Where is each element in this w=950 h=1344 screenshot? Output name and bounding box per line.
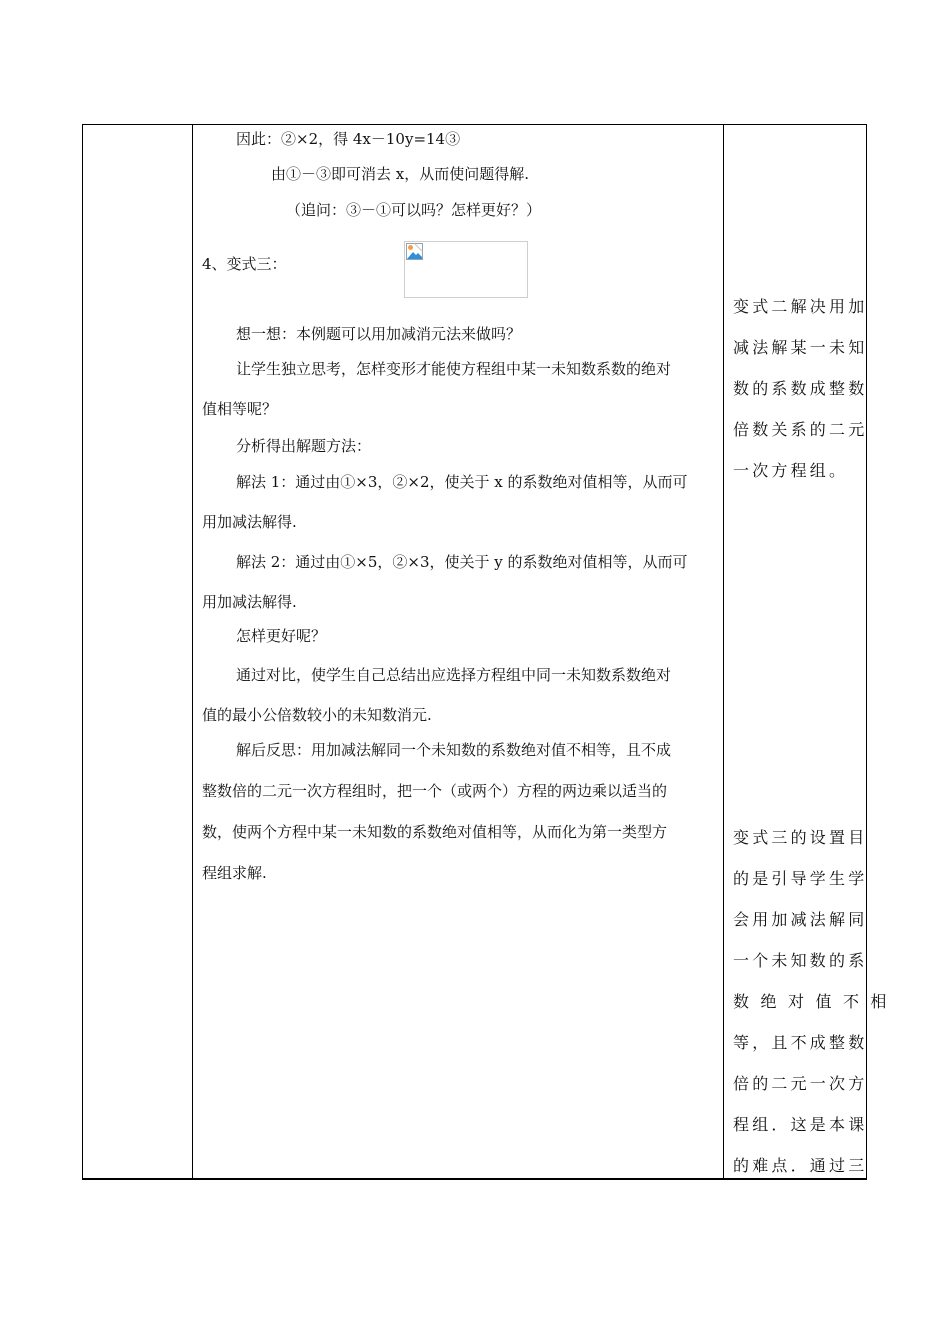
note-line: 减法解某一未知 [733,338,868,357]
text-line: 数，使两个方程中某一未知数的系数绝对值相等，从而化为第一类型方 [202,823,668,841]
middle-column [193,125,723,1178]
note-line: 等，且不成整数 [733,1033,868,1052]
note-line: 变式三的设置目 [733,828,868,847]
text-line: 用加减法解得. [202,513,297,531]
text-line: 怎样更好呢？ [236,627,327,645]
text-line: 用加减法解得. [202,593,297,611]
text-line: 解法 2：通过由①×5，②×3，使关于 y 的系数绝对值相等，从而可 [236,553,688,571]
note-line: 倍的二元一次方 [733,1074,868,1093]
text-line: 想一想：本例题可以用加减消元法来做吗？ [236,325,522,343]
note-line: 一个未知数的系 [733,951,868,970]
note-line: 倍数关系的二元 [733,420,868,439]
text-line: 值的最小公倍数较小的未知数消元. [202,706,432,724]
text-line: （追问：③－①可以吗？怎样更好？） [286,201,542,219]
broken-image-icon [406,243,423,260]
note-line: 数的系数成整数 [733,379,868,398]
text-line: 解后反思：用加减法解同一个未知数的系数绝对值不相等，且不成 [236,741,672,759]
text-line: 因此：②×2，得 4x－10y=14③ [236,130,461,148]
text-line: 4、变式三： [202,255,287,273]
text-line: 分析得出解题方法： [236,437,372,455]
text-line: 程组求解. [202,864,267,882]
text-line: 通过对比，使学生自己总结出应选择方程组中同一未知数系数绝对 [236,666,672,684]
text-line: 让学生独立思考，怎样变形才能使方程组中某一未知数系数的绝对 [236,360,672,378]
text-line: 解法 1：通过由①×3，②×2，使关于 x 的系数绝对值相等，从而可 [236,473,688,491]
note-line: 会用加减法解同 [733,910,868,929]
text-line: 由①－③即可消去 x，从而使问题得解. [271,165,529,183]
note-line: 程组．这是本课 [733,1115,868,1134]
note-line: 的难点．通过三 [733,1156,868,1175]
left-column [83,125,192,1178]
note-line: 一次方程组。 [733,461,849,480]
right-column-notes [724,125,890,1178]
note-line: 变式二解决用加 [733,297,868,316]
text-line: 整数倍的二元一次方程组时，把一个（或两个）方程的两边乘以适当的 [202,782,668,800]
note-line: 数 绝 对 值 不 相 [733,992,890,1011]
embedded-image-placeholder [404,241,528,298]
note-line: 的是引导学生学 [733,869,868,888]
text-line: 值相等呢？ [202,400,278,418]
lesson-plan-table [82,124,890,1180]
